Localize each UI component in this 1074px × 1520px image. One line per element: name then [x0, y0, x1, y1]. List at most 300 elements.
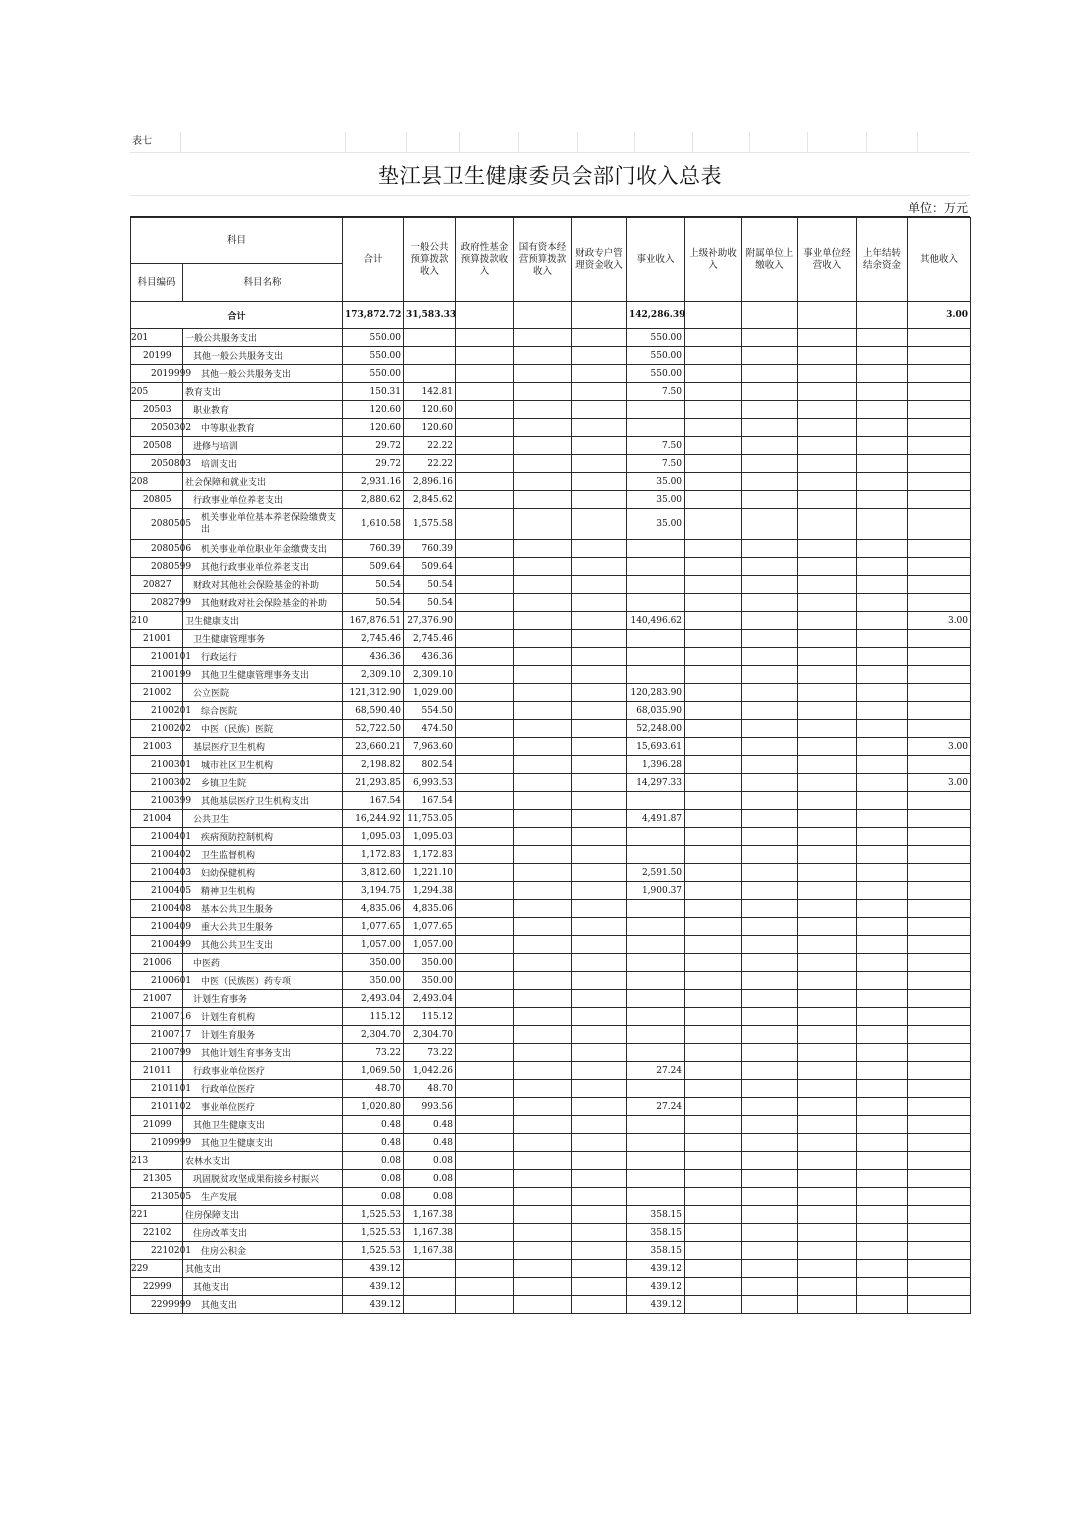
subject-name: 精神卫生机构	[183, 882, 343, 900]
superior-subsidy-cell	[685, 882, 742, 900]
business-income-cell	[627, 900, 685, 918]
carryover-cell	[857, 401, 908, 419]
affiliated-income-cell	[742, 1260, 798, 1278]
affiliated-income-cell	[742, 1134, 798, 1152]
business-income-cell	[627, 419, 685, 437]
table-row	[131, 576, 971, 594]
superior-subsidy-cell	[685, 1296, 742, 1314]
total-cell: 350.00	[343, 972, 404, 990]
fund-budget-cell	[456, 828, 514, 846]
operating-income-cell	[798, 648, 857, 666]
subject-name: 中医药	[183, 954, 343, 972]
affiliated-income-cell	[742, 329, 798, 347]
subject-code: 2100499	[131, 936, 183, 954]
subject-code: 2100716	[131, 1008, 183, 1026]
state-capital-cell	[514, 756, 572, 774]
subject-code: 2100201	[131, 702, 183, 720]
special-account-cell	[572, 437, 627, 455]
total-cell: 0.08	[343, 1188, 404, 1206]
superior-subsidy-cell	[685, 1188, 742, 1206]
other-income-cell	[908, 365, 971, 383]
other-income-cell	[908, 1278, 971, 1296]
affiliated-income-cell	[742, 1296, 798, 1314]
subject-name: 培训支出	[183, 455, 343, 473]
table-row	[131, 1296, 971, 1314]
table-row	[131, 882, 971, 900]
table-row	[131, 1206, 971, 1224]
special-account-cell	[572, 1062, 627, 1080]
other-income-cell	[908, 1008, 971, 1026]
carryover-cell	[857, 774, 908, 792]
superior-subsidy-cell	[685, 864, 742, 882]
general-budget-cell: 50.54	[404, 576, 456, 594]
affiliated-income-cell	[742, 401, 798, 419]
other-income-cell	[908, 900, 971, 918]
superior-subsidy-cell	[685, 1242, 742, 1260]
superior-subsidy-cell	[685, 828, 742, 846]
total-cell: 1,525.53	[343, 1224, 404, 1242]
state-capital-cell	[514, 540, 572, 558]
fund-budget-cell	[456, 1008, 514, 1026]
general-budget-cell: 4,835.06	[404, 900, 456, 918]
carryover-cell	[857, 792, 908, 810]
subject-name: 财政对其他社会保险基金的补助	[183, 576, 343, 594]
state-capital-cell	[514, 972, 572, 990]
business-income-cell: 35.00	[627, 491, 685, 509]
operating-income-cell	[798, 347, 857, 365]
state-capital-cell	[514, 473, 572, 491]
superior-subsidy-cell	[685, 738, 742, 756]
general-budget-cell: 1,095.03	[404, 828, 456, 846]
special-account-cell	[572, 1242, 627, 1260]
table-row	[131, 972, 971, 990]
state-capital-cell	[514, 558, 572, 576]
subject-name: 一般公共服务支出	[183, 329, 343, 347]
total-cell: 48.70	[343, 1080, 404, 1098]
table-row	[131, 491, 971, 509]
fund-budget-cell	[456, 1296, 514, 1314]
fund-budget-cell	[456, 509, 514, 540]
affiliated-income-cell	[742, 437, 798, 455]
general-budget-cell	[404, 1278, 456, 1296]
business-income-cell: 550.00	[627, 329, 685, 347]
affiliated-income-cell	[742, 1170, 798, 1188]
subject-code: 2080506	[131, 540, 183, 558]
fund-budget-cell	[456, 1278, 514, 1296]
other-income-cell: 3.00	[908, 774, 971, 792]
subject-name: 教育支出	[183, 383, 343, 401]
subject-code: 2109999	[131, 1134, 183, 1152]
subject-code: 2100401	[131, 828, 183, 846]
total-cell: 439.12	[343, 1260, 404, 1278]
other-income-cell	[908, 576, 971, 594]
subject-code: 2082799	[131, 594, 183, 612]
operating-income-cell	[798, 365, 857, 383]
subject-name: 其他一般公共服务支出	[183, 347, 343, 365]
special-account-cell	[572, 1260, 627, 1278]
general-budget-cell: 474.50	[404, 720, 456, 738]
carryover-cell	[857, 594, 908, 612]
operating-income-cell	[798, 612, 857, 630]
subject-code: 2210201	[131, 1242, 183, 1260]
state-capital-cell	[514, 810, 572, 828]
affiliated-income-cell	[742, 630, 798, 648]
state-capital-cell	[514, 702, 572, 720]
subject-name: 其他基层医疗卫生机构支出	[183, 792, 343, 810]
special-account-cell	[572, 954, 627, 972]
subject-name: 其他财政对社会保险基金的补助	[183, 594, 343, 612]
special-account-cell	[572, 473, 627, 491]
fund-budget-cell	[456, 576, 514, 594]
subject-code: 21099	[131, 1116, 183, 1134]
superior-subsidy-cell	[685, 1008, 742, 1026]
carryover-cell	[857, 1170, 908, 1188]
operating-income-cell	[798, 1242, 857, 1260]
affiliated-income-cell	[742, 774, 798, 792]
table-row	[131, 954, 971, 972]
total-cell: 16,244.92	[343, 810, 404, 828]
other-income-cell	[908, 1116, 971, 1134]
general-budget-cell: 73.22	[404, 1044, 456, 1062]
general-budget-cell: 509.64	[404, 558, 456, 576]
superior-subsidy-cell	[685, 437, 742, 455]
carryover-cell	[857, 329, 908, 347]
table-row	[131, 1278, 971, 1296]
table-row	[131, 1062, 971, 1080]
other-income-cell	[908, 846, 971, 864]
table-row	[131, 1008, 971, 1026]
income-summary-sheet	[130, 132, 970, 1314]
operating-income-cell	[798, 1098, 857, 1116]
total-cell: 1,525.53	[343, 1242, 404, 1260]
affiliated-income-cell	[742, 491, 798, 509]
fund-budget-cell	[456, 900, 514, 918]
subject-name: 机关事业单位职业年金缴费支出	[183, 540, 343, 558]
table-row	[131, 864, 971, 882]
table-row	[131, 702, 971, 720]
superior-subsidy-cell	[685, 1224, 742, 1242]
other-income-cell	[908, 1206, 971, 1224]
operating-income-cell	[798, 1008, 857, 1026]
total-cell: 1,057.00	[343, 936, 404, 954]
special-account-cell	[572, 648, 627, 666]
affiliated-income-cell	[742, 455, 798, 473]
affiliated-income-cell	[742, 648, 798, 666]
subject-code: 2100399	[131, 792, 183, 810]
fund-budget-cell	[456, 1062, 514, 1080]
total-cell: 509.64	[343, 558, 404, 576]
business-income-cell	[627, 954, 685, 972]
carryover-cell	[857, 1026, 908, 1044]
special-account-cell	[572, 774, 627, 792]
table-row	[131, 792, 971, 810]
carryover-cell	[857, 810, 908, 828]
business-income-cell	[627, 558, 685, 576]
special-account-cell	[572, 558, 627, 576]
subject-code: 21305	[131, 1170, 183, 1188]
table-row	[131, 1116, 971, 1134]
state-capital-cell	[514, 1098, 572, 1116]
general-budget-cell: 22.22	[404, 455, 456, 473]
business-income-cell: 140,496.62	[627, 612, 685, 630]
special-account-cell	[572, 936, 627, 954]
page-title: 垫江县卫生健康委员会部门收入总表	[130, 153, 970, 196]
subject-name: 基本公共卫生服务	[183, 900, 343, 918]
fund-budget-cell	[456, 990, 514, 1008]
fund-budget-cell	[456, 1206, 514, 1224]
other-income-cell	[908, 684, 971, 702]
carryover-cell	[857, 491, 908, 509]
general-budget-cell: 2,304.70	[404, 1026, 456, 1044]
carryover-cell	[857, 576, 908, 594]
subject-name: 公共卫生	[183, 810, 343, 828]
total-cell: 115.12	[343, 1008, 404, 1026]
business-income-cell	[627, 1026, 685, 1044]
subject-name: 其他一般公共服务支出	[183, 365, 343, 383]
superior-subsidy-cell	[685, 702, 742, 720]
operating-income-cell	[798, 473, 857, 491]
carryover-cell	[857, 612, 908, 630]
subject-code: 22999	[131, 1278, 183, 1296]
general-budget-cell	[404, 1296, 456, 1314]
business-income-cell	[627, 1188, 685, 1206]
general-budget-cell: 142.81	[404, 383, 456, 401]
subject-name: 住房保障支出	[183, 1206, 343, 1224]
special-account-cell	[572, 1008, 627, 1026]
special-account-cell	[572, 1134, 627, 1152]
operating-income-cell	[798, 329, 857, 347]
business-income-cell: 439.12	[627, 1278, 685, 1296]
subject-name: 其他支出	[183, 1260, 343, 1278]
state-capital-cell	[514, 347, 572, 365]
general-budget-cell: 1,575.58	[404, 509, 456, 540]
general-budget-cell: 6,993.53	[404, 774, 456, 792]
total-other-income: 3.00	[908, 302, 971, 329]
superior-subsidy-cell	[685, 1134, 742, 1152]
subject-code: 20805	[131, 491, 183, 509]
general-budget-cell: 802.54	[404, 756, 456, 774]
table-row	[131, 756, 971, 774]
business-income-cell: 1,396.28	[627, 756, 685, 774]
special-account-cell	[572, 329, 627, 347]
carryover-cell	[857, 828, 908, 846]
fund-budget-cell	[456, 846, 514, 864]
subject-code: 213	[131, 1152, 183, 1170]
total-cell: 21,293.85	[343, 774, 404, 792]
other-income-cell	[908, 1152, 971, 1170]
subject-name: 其他计划生育事务支出	[183, 1044, 343, 1062]
fund-budget-cell	[456, 401, 514, 419]
affiliated-income-cell	[742, 1026, 798, 1044]
operating-income-cell	[798, 1044, 857, 1062]
general-budget-cell: 11,753.05	[404, 810, 456, 828]
affiliated-income-cell	[742, 1242, 798, 1260]
subject-code: 2080505	[131, 509, 183, 540]
subject-name: 生产发展	[183, 1188, 343, 1206]
special-account-cell	[572, 491, 627, 509]
general-budget-cell: 0.48	[404, 1134, 456, 1152]
fund-budget-cell	[456, 792, 514, 810]
total-cell: 1,172.83	[343, 846, 404, 864]
carryover-cell	[857, 1044, 908, 1062]
operating-income-cell	[798, 900, 857, 918]
general-budget-cell: 1,221.10	[404, 864, 456, 882]
other-income-cell	[908, 419, 971, 437]
carryover-cell	[857, 738, 908, 756]
total-cell: 0.48	[343, 1116, 404, 1134]
subject-code: 2100717	[131, 1026, 183, 1044]
operating-income-cell	[798, 1080, 857, 1098]
subject-name: 卫生健康管理事务	[183, 630, 343, 648]
table-row	[131, 1026, 971, 1044]
other-income-cell	[908, 666, 971, 684]
affiliated-income-cell	[742, 594, 798, 612]
business-income-cell: 68,035.90	[627, 702, 685, 720]
state-capital-cell	[514, 1008, 572, 1026]
business-income-cell: 27.24	[627, 1098, 685, 1116]
total-general-budget: 31,583.33	[404, 302, 456, 329]
state-capital-cell	[514, 437, 572, 455]
state-capital-cell	[514, 1278, 572, 1296]
superior-subsidy-cell	[685, 401, 742, 419]
fund-budget-cell	[456, 648, 514, 666]
carryover-cell	[857, 1008, 908, 1026]
other-income-cell	[908, 491, 971, 509]
other-income-cell	[908, 756, 971, 774]
table-row	[131, 401, 971, 419]
state-capital-cell	[514, 509, 572, 540]
carryover-cell	[857, 936, 908, 954]
affiliated-income-cell	[742, 918, 798, 936]
subject-name: 行政运行	[183, 648, 343, 666]
total-cell: 550.00	[343, 347, 404, 365]
other-income-cell	[908, 1062, 971, 1080]
table-row	[131, 1152, 971, 1170]
total-cell: 1,020.80	[343, 1098, 404, 1116]
superior-subsidy-cell	[685, 540, 742, 558]
carryover-cell	[857, 864, 908, 882]
special-account-cell	[572, 810, 627, 828]
table-row	[131, 594, 971, 612]
header-code: 科目编码	[131, 264, 183, 302]
affiliated-income-cell	[742, 702, 798, 720]
other-income-cell	[908, 1224, 971, 1242]
affiliated-income-cell	[742, 419, 798, 437]
carryover-cell	[857, 1224, 908, 1242]
fund-budget-cell	[456, 738, 514, 756]
affiliated-income-cell	[742, 1008, 798, 1026]
state-capital-cell	[514, 1296, 572, 1314]
superior-subsidy-cell	[685, 1080, 742, 1098]
state-capital-cell	[514, 1260, 572, 1278]
table-row	[131, 1044, 971, 1062]
carryover-cell	[857, 720, 908, 738]
fund-budget-cell	[456, 1188, 514, 1206]
total-cell: 150.31	[343, 383, 404, 401]
other-income-cell	[908, 473, 971, 491]
general-budget-cell: 760.39	[404, 540, 456, 558]
fund-budget-cell	[456, 419, 514, 437]
subject-name: 其他公共卫生支出	[183, 936, 343, 954]
carryover-cell	[857, 1296, 908, 1314]
state-capital-cell	[514, 1134, 572, 1152]
general-budget-cell: 1,042.26	[404, 1062, 456, 1080]
fund-budget-cell	[456, 1026, 514, 1044]
business-income-cell	[627, 594, 685, 612]
total-cell: 550.00	[343, 365, 404, 383]
state-capital-cell	[514, 455, 572, 473]
total-amount: 173,872.72	[343, 302, 404, 329]
superior-subsidy-cell	[685, 810, 742, 828]
affiliated-income-cell	[742, 846, 798, 864]
general-budget-cell: 2,896.16	[404, 473, 456, 491]
other-income-cell: 3.00	[908, 612, 971, 630]
superior-subsidy-cell	[685, 576, 742, 594]
business-income-cell	[627, 972, 685, 990]
other-income-cell	[908, 648, 971, 666]
general-budget-cell: 50.54	[404, 594, 456, 612]
subject-code: 2100302	[131, 774, 183, 792]
carryover-cell	[857, 1062, 908, 1080]
subject-name: 卫生监督机构	[183, 846, 343, 864]
affiliated-income-cell	[742, 990, 798, 1008]
state-capital-cell	[514, 990, 572, 1008]
superior-subsidy-cell	[685, 720, 742, 738]
state-capital-cell	[514, 1044, 572, 1062]
subject-name: 巩固脱贫攻坚成果衔接乡村振兴	[183, 1170, 343, 1188]
table-row	[131, 365, 971, 383]
subject-code: 20508	[131, 437, 183, 455]
subject-code: 2101102	[131, 1098, 183, 1116]
superior-subsidy-cell	[685, 1098, 742, 1116]
total-cell: 1,069.50	[343, 1062, 404, 1080]
operating-income-cell	[798, 1152, 857, 1170]
general-budget-cell: 1,294.38	[404, 882, 456, 900]
carryover-cell	[857, 846, 908, 864]
subject-code: 2019999	[131, 365, 183, 383]
subject-code: 2100799	[131, 1044, 183, 1062]
business-income-cell: 358.15	[627, 1242, 685, 1260]
affiliated-income-cell	[742, 684, 798, 702]
table-row	[131, 383, 971, 401]
carryover-cell	[857, 437, 908, 455]
carryover-cell	[857, 1188, 908, 1206]
subject-name: 乡镇卫生院	[183, 774, 343, 792]
operating-income-cell	[798, 437, 857, 455]
operating-income-cell	[798, 509, 857, 540]
total-cell: 73.22	[343, 1044, 404, 1062]
carryover-cell	[857, 954, 908, 972]
business-income-cell: 35.00	[627, 473, 685, 491]
subject-name: 综合医院	[183, 702, 343, 720]
business-income-cell	[627, 1170, 685, 1188]
other-income-cell	[908, 1044, 971, 1062]
special-account-cell	[572, 882, 627, 900]
special-account-cell	[572, 828, 627, 846]
special-account-cell	[572, 720, 627, 738]
state-capital-cell	[514, 918, 572, 936]
other-income-cell	[908, 882, 971, 900]
general-budget-cell: 1,077.65	[404, 918, 456, 936]
carryover-cell	[857, 558, 908, 576]
special-account-cell	[572, 1170, 627, 1188]
general-budget-cell: 48.70	[404, 1080, 456, 1098]
affiliated-income-cell	[742, 1278, 798, 1296]
header-fund-budget: 政府性基金预算拨款收入	[456, 218, 514, 302]
carryover-cell	[857, 419, 908, 437]
header-superior-subsidy: 上级补助收入	[685, 218, 742, 302]
other-income-cell	[908, 630, 971, 648]
